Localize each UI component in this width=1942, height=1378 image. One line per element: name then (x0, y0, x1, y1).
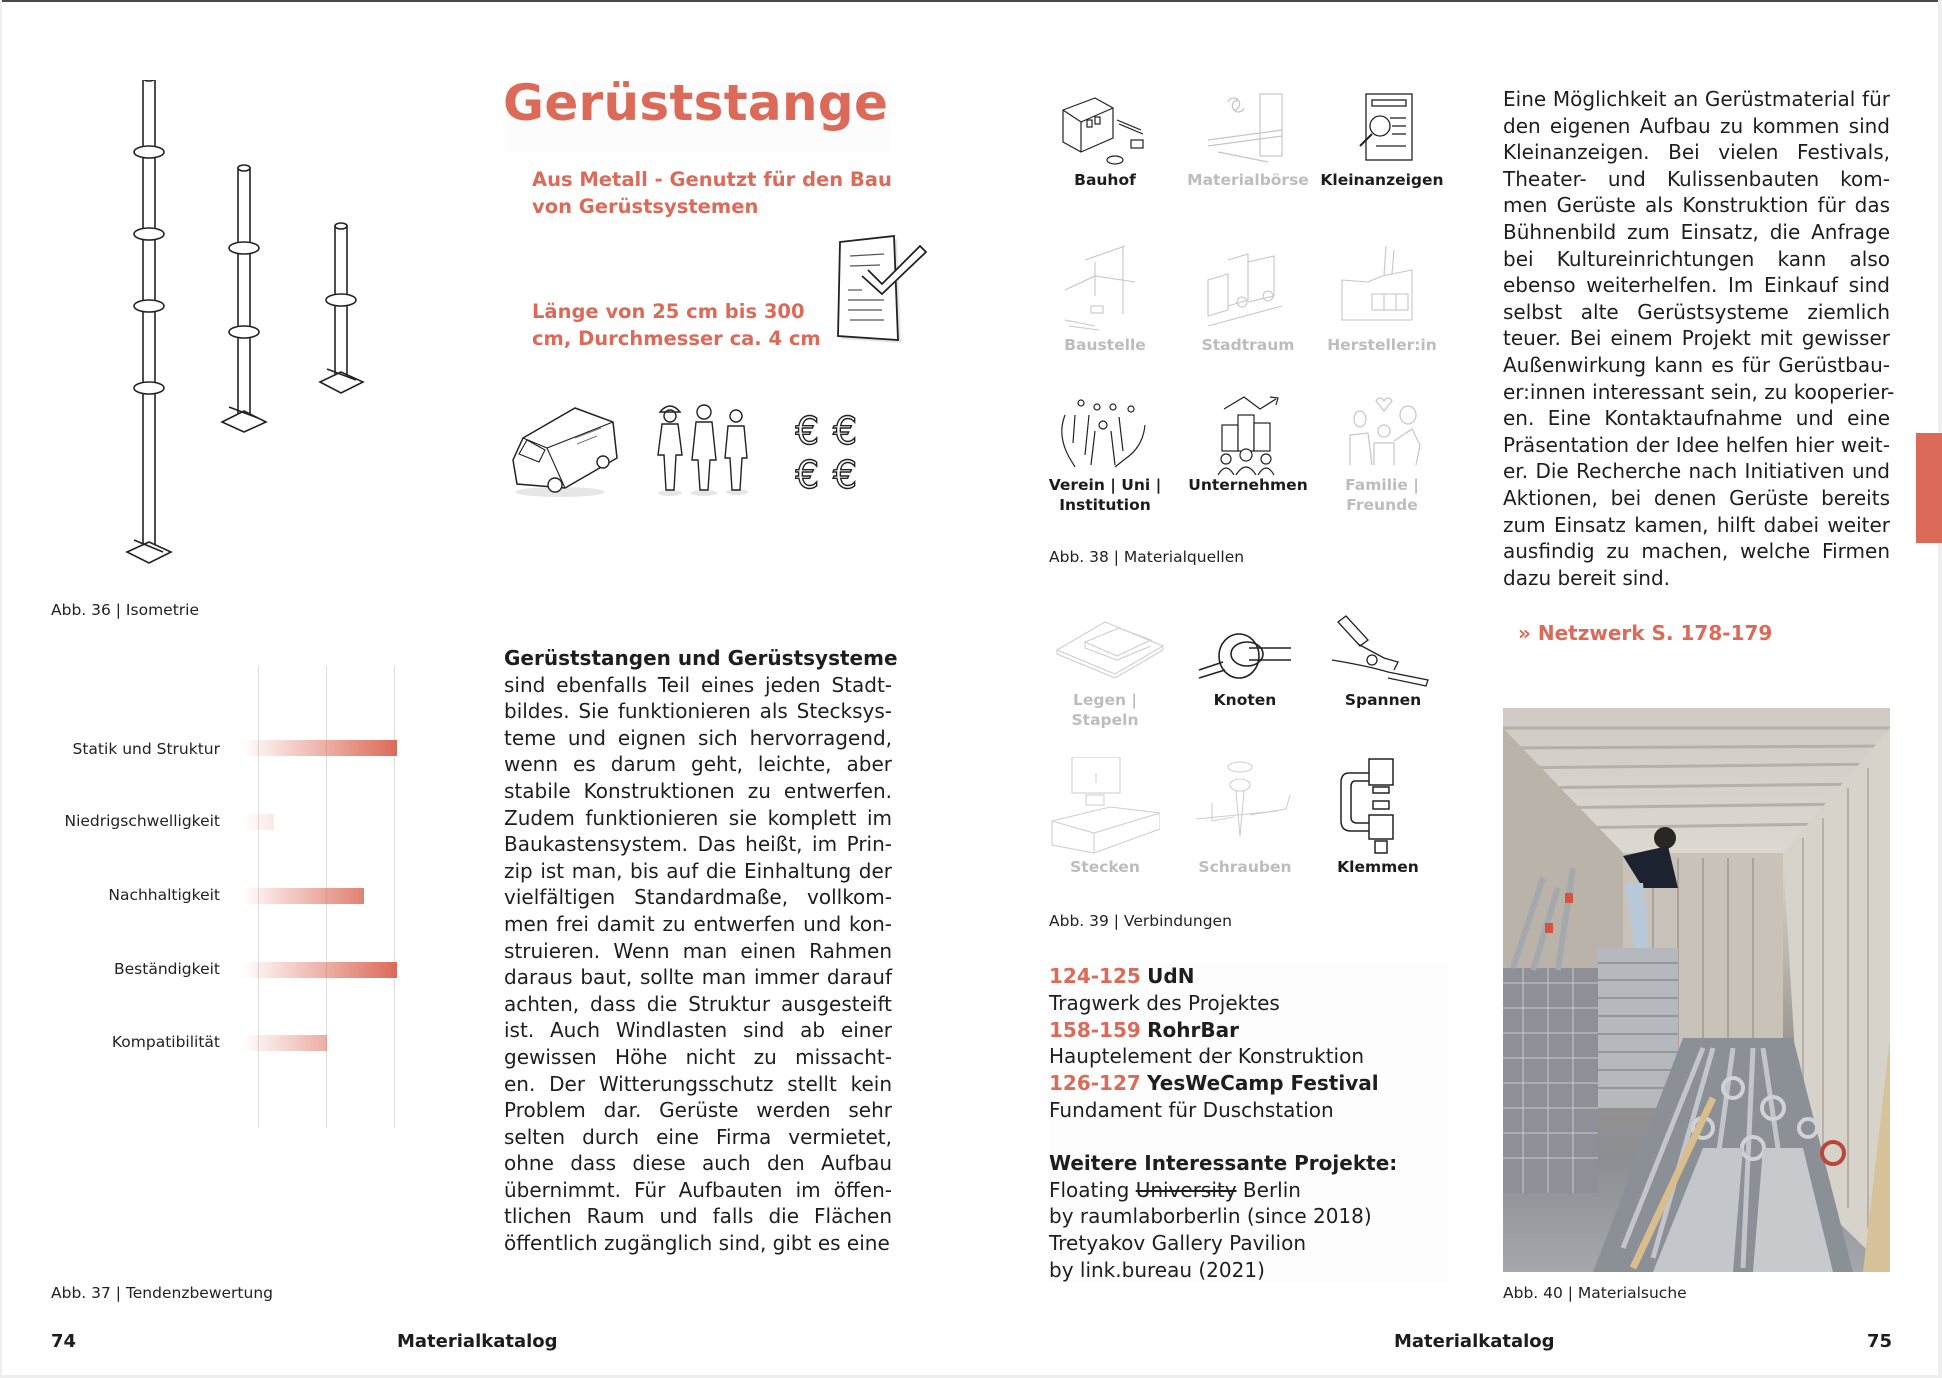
svg-text:€: € (833, 409, 858, 453)
page-number-left: 74 (51, 1331, 77, 1352)
source-label: Familie | Freunde (1345, 476, 1419, 514)
body-line: selbst alte Gerüstsysteme ziemlich (1503, 299, 1890, 324)
project-entry[interactable] (1049, 1070, 1449, 1097)
struck-word: University (1135, 1177, 1237, 1202)
body-line: er. Die Recherche nach Initiativen und (1503, 459, 1890, 484)
tendency-chart (0, 660, 420, 1260)
figure-caption-sources: Abb. 38 | Materialquellen (1049, 548, 1245, 566)
connection-schrauben (1180, 757, 1310, 877)
project-name: YesWeCamp Festival (1147, 1071, 1379, 1096)
body-line: den eigenen Aufbau zu kommen sind (1503, 113, 1890, 138)
body-line: tlichen Raum und falls die Flächen (504, 1204, 892, 1229)
dimensions-line: cm, Durchmesser ca. 4 cm (532, 327, 821, 350)
body-line: bildes. Sie funktionieren als Stecksys- (504, 699, 892, 724)
figure-caption-photo: Abb. 40 | Materialsuche (1503, 1284, 1687, 1302)
connection-klemmen (1313, 757, 1443, 877)
connection-legen (1040, 600, 1170, 730)
body-line: teuer. Bei einem Projekt mit gewisser (1503, 326, 1890, 351)
body-text-left (504, 645, 898, 1257)
body-text-right (1503, 86, 1895, 591)
community-group-icon (1055, 395, 1155, 475)
document-check-icon (832, 232, 932, 344)
project-description: Fundament für Duschstation (1049, 1097, 1334, 1122)
body-line: Außenwirkung kann es für Gerüstbau- (1503, 352, 1890, 377)
project-description: Hauptelement der Konstruktion (1049, 1044, 1364, 1069)
connection-spannen (1318, 600, 1448, 710)
source-unternehmen (1183, 395, 1313, 495)
body-line: Bühnenbild zum Einsatz, die Anfrage (1503, 219, 1890, 244)
svg-text:€: € (795, 453, 820, 493)
source-label: Materialbörse (1187, 171, 1309, 189)
figure-caption-isometry: Abb. 36 | Isometrie (51, 601, 199, 619)
material-dimensions (532, 298, 821, 352)
body-line: ohne dass diese auch den Aufbau (504, 1151, 892, 1176)
screw-icon (1190, 757, 1300, 857)
source-label: Kleinanzeigen (1320, 171, 1444, 189)
container-scaffolding-photo-icon (1503, 708, 1890, 1272)
source-materialboerse (1183, 90, 1313, 190)
source-baustelle (1040, 240, 1170, 355)
ratchet-strap-icon (1328, 600, 1438, 690)
body-line: en. Der Witterungsschutz stellt kein (504, 1071, 892, 1096)
connection-knoten (1180, 600, 1310, 710)
source-label: Stadtraum (1201, 336, 1295, 354)
clamp-icon (1323, 757, 1433, 857)
further-project-line: by link.bureau (2021) (1049, 1257, 1265, 1282)
body-line: gewissen Höhe nicht zu missacht- (504, 1044, 892, 1069)
project-page-ref[interactable]: 158-159 (1049, 1017, 1141, 1042)
further-project-line: by raumlaborberlin (since 2018) (1049, 1204, 1372, 1229)
chart-bar (242, 740, 397, 756)
body-line: Eine Möglichkeit an Gerüstmaterial für (1503, 87, 1890, 111)
body-lead: Gerüststangen und Gerüstsysteme (504, 646, 898, 670)
source-label: Bauhof (1074, 171, 1136, 189)
project-page-ref[interactable]: 126-127 (1049, 1071, 1141, 1096)
chart-bar (242, 1035, 327, 1051)
body-line: struieren. Wenn man einen Rahmen (504, 938, 892, 963)
chart-gridline (394, 666, 395, 1128)
running-title-right: Materialkatalog (1394, 1331, 1555, 1352)
svg-text:€: € (833, 453, 858, 493)
project-page-ref[interactable]: 124-125 (1049, 964, 1141, 988)
svg-text:€: € (795, 409, 820, 453)
construction-site-icon (1055, 240, 1155, 335)
euro-icon (795, 408, 875, 493)
figure-caption-connections: Abb. 39 | Verbindungen (1049, 912, 1232, 930)
body-line: zip ist man, bis auf die Einhaltung der (504, 858, 892, 883)
source-label: Unternehmen (1188, 476, 1308, 494)
body-line: teme und eignen sich hervorragend, (504, 725, 892, 750)
figure-caption-tendency: Abb. 37 | Tendenzbewertung (51, 1284, 273, 1302)
page-number-right: 75 (1867, 1331, 1893, 1352)
source-bauhof (1040, 90, 1170, 190)
subtitle-line: von Gerüstsystemen (532, 195, 759, 218)
body-line: stabile Konstruktionen zu entwerfen. (504, 778, 892, 803)
scaffold-pole-isometry-icon (120, 80, 410, 580)
body-line: Baukastensystem. Das heißt, im Prin- (504, 832, 892, 857)
body-line: übernimmt. Für Aufbauten im öffen- (504, 1177, 892, 1202)
connection-label: Klemmen (1337, 858, 1419, 876)
source-label: Verein | Uni | Institution (1048, 476, 1162, 514)
source-hersteller (1317, 240, 1447, 355)
body-line: Kleinanzeigen. Bei vielen Festivals, (1503, 140, 1890, 165)
body-line: selten durch eine Firma vermietet, (504, 1124, 892, 1149)
further-project-line: Floating University Berlin (1049, 1177, 1301, 1202)
body-line: Präsentation der Idee helfen hier weit- (1503, 432, 1890, 457)
body-line: Aktionen, bei denen Gerüste bereits (1503, 485, 1890, 510)
material-subtitle (532, 166, 892, 220)
source-label: Baustelle (1064, 336, 1146, 354)
source-kleinanzeigen (1317, 90, 1447, 190)
body-line: wenn es darum geht, leichte, aber (504, 752, 892, 777)
further-project-line: Tretyakov Gallery Pavilion (1049, 1231, 1307, 1256)
body-line: Problem dar. Gerüste werden sehr (504, 1098, 892, 1123)
factory-icon (1332, 240, 1432, 335)
cityscape-icon (1198, 240, 1298, 335)
chart-bar (242, 814, 274, 830)
source-verein (1040, 395, 1170, 515)
knot-icon (1195, 600, 1295, 690)
project-name: RohrBar (1147, 1017, 1240, 1042)
connection-label: Spannen (1344, 691, 1422, 709)
stacking-icon (1045, 600, 1165, 690)
connection-label: Stecken (1070, 858, 1140, 876)
chart-category-label: Statik und Struktur (72, 740, 220, 758)
body-line: zum Einsatz kamen, hilft dabei weiter (1503, 512, 1890, 537)
body-line: ist. Auch Windlasten sind ab einer (504, 1018, 892, 1043)
running-title-left: Materialkatalog (397, 1331, 558, 1352)
page-title: Gerüststange (503, 74, 889, 132)
connection-label: Knoten (1213, 691, 1277, 709)
material-exchange-icon (1198, 90, 1298, 170)
top-border (0, 0, 1942, 2)
subtitle-line: Aus Metall - Genutzt für den Bau (532, 168, 892, 191)
network-page-link[interactable]: » Netzwerk S. 178-179 (1518, 621, 1773, 645)
body-line: bei Kultureinrichtungen kann also (1503, 246, 1890, 271)
right-border (1938, 0, 1942, 1378)
people-icon (652, 400, 752, 500)
project-description: Tragwerk des Projektes (1049, 990, 1280, 1015)
body-line: sind ebenfalls Teil eines jeden Stadt- (504, 672, 892, 697)
body-line: vielfältigen Standardmaße, vollkom- (504, 885, 892, 910)
dimensions-line: Länge von 25 cm bis 300 (532, 300, 805, 323)
classifieds-magnifier-icon (1332, 90, 1432, 170)
chart-category-label: Beständigkeit (114, 960, 220, 978)
project-entry[interactable] (1049, 963, 1449, 990)
further-projects-heading: Weitere Interessante Projekte: (1049, 1150, 1398, 1175)
body-line: ausfindig zu machen, welche Firmen (1503, 539, 1890, 564)
chart-bar (242, 888, 364, 904)
connection-label: Schrauben (1198, 858, 1292, 876)
body-line: ebenso weiterhelfen. Im Einkauf sind (1503, 273, 1890, 298)
company-growth-icon (1198, 395, 1298, 475)
reference-projects (1049, 963, 1449, 1284)
van-icon (505, 400, 620, 500)
source-label: Hersteller:in (1327, 336, 1437, 354)
source-familie (1317, 395, 1447, 515)
chart-category-label: Kompatibilität (111, 1033, 220, 1051)
project-entry[interactable] (1049, 1017, 1449, 1044)
chapter-tab-marker (1916, 433, 1942, 543)
chart-bar (242, 962, 397, 978)
body-line: daraus baut, sollte man immer darauf (504, 965, 892, 990)
body-line: achten, dass die Struktur ausgesteift (504, 991, 892, 1016)
connection-stecken (1040, 757, 1170, 877)
isometry-drawing (120, 80, 410, 580)
source-stadtraum (1183, 240, 1313, 355)
chart-category-label: Niedrigschwelligkeit (64, 812, 220, 830)
body-line: Zudem funktionieren sie komplett im (504, 805, 892, 830)
project-name: UdN (1147, 964, 1195, 988)
material-search-photo (1503, 708, 1890, 1272)
chart-category-label: Nachhaltigkeit (108, 886, 220, 904)
family-friends-icon (1332, 395, 1432, 475)
body-line: en. Eine Kontaktaufnahme und eine (1503, 406, 1890, 431)
plug-in-joint-icon (1050, 757, 1160, 857)
body-line: öffentlich zugänglich sind, gibt es eine (504, 1231, 890, 1256)
connection-label: Legen | Stapeln (1071, 691, 1139, 729)
body-line: dazu bereit sind. (1503, 565, 1671, 590)
body-line: men frei damit zu entwerfen und kon- (504, 911, 892, 936)
body-line: er:innen interessant sein, zu kooperier- (1503, 379, 1895, 404)
body-line: Theater- und Kulissenbauten kom- (1503, 166, 1890, 191)
building-yard-icon (1055, 90, 1155, 170)
body-line: men Gerüste als Konstruktion für das (1503, 193, 1890, 218)
